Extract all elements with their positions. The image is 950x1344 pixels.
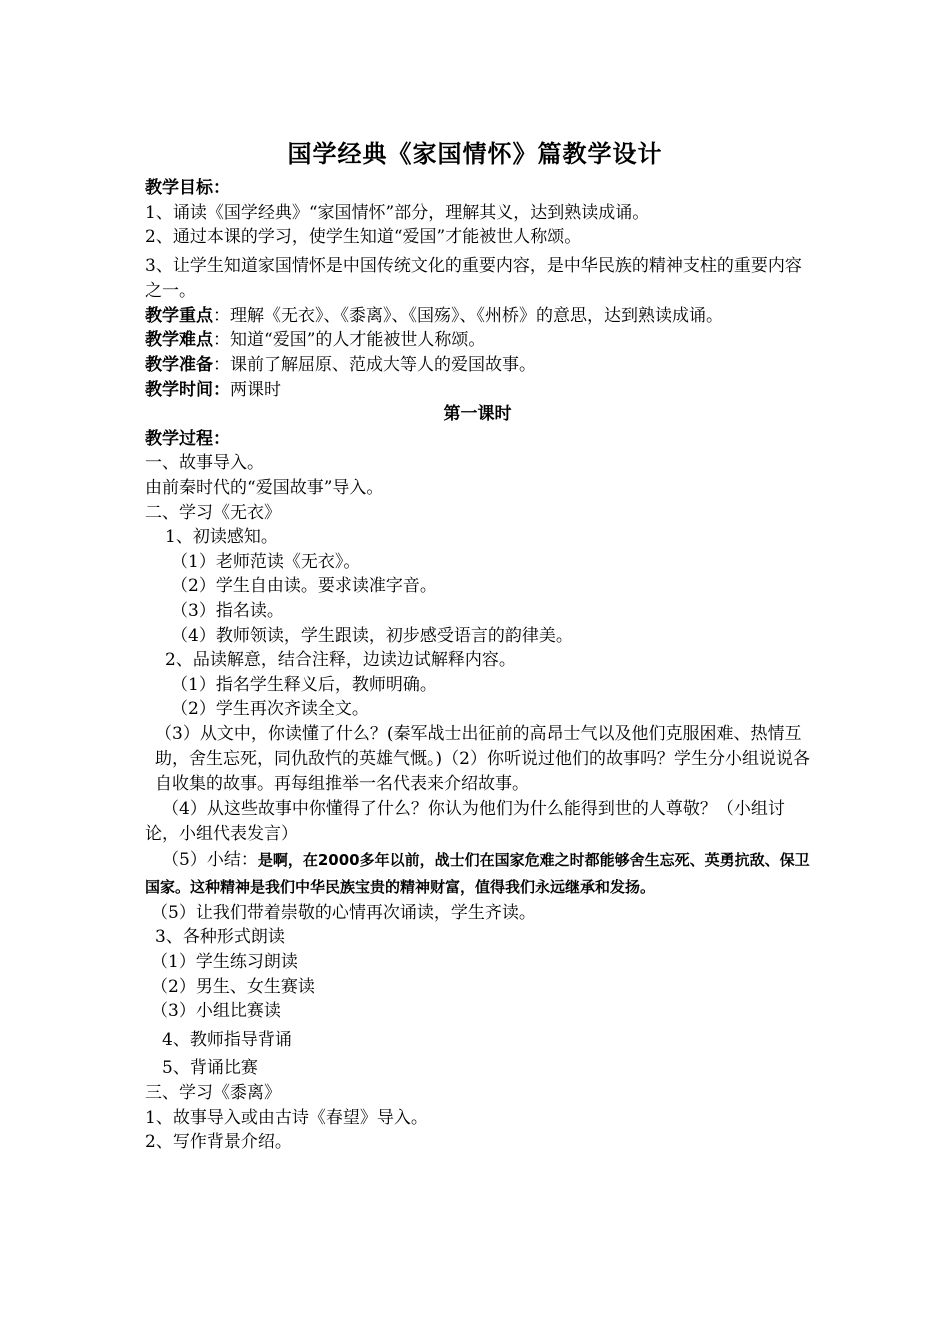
time-label: 教学时间：: [145, 379, 230, 400]
summary: [145, 847, 810, 901]
lesson-heading: 第一课时: [443, 404, 512, 425]
list-item: 2、写作背景介绍。: [145, 1132, 292, 1153]
reread: （5）让我们带着崇敬的心情再次诵读，学生齐读。: [151, 902, 536, 923]
question-3: （3）从文中，你读懂了什么？(秦军战士出征前的高昂士气以及他们克服困难、热情互助，舍生忘死，同仇敌忾的英雄气慨。)（2）你听说过他们的故事吗？学生分小组说说各自收集的故事。再每组推举一名代表来介绍故事。: [155, 723, 810, 794]
list-item: （2）男生、女生赛读: [151, 976, 315, 997]
section-2-title: 二、学习《无衣》: [145, 502, 281, 523]
prep-text: ：课前了解屈原、范成大等人的爱国故事。: [213, 354, 536, 375]
time-text: 两课时: [230, 379, 281, 400]
process-heading: 教学过程：: [145, 428, 230, 449]
list-item: （1）学生练习朗读: [151, 952, 298, 973]
list-item: 1、故事导入或由古诗《春望》导入。: [145, 1107, 428, 1128]
key-point: [145, 304, 810, 329]
list-item: （1）指名学生释义后，教师明确。: [171, 674, 437, 695]
preparation: [145, 353, 810, 378]
key-point-label: 教学重点: [145, 305, 213, 326]
difficulty-label: 教学难点: [145, 330, 213, 351]
section-1-text: 由前秦时代的“爱国故事”导入。: [145, 477, 384, 498]
teaching-time: [145, 378, 810, 403]
section-2-part-4: 4、教师指导背诵: [162, 1029, 292, 1050]
question-4: （4）从这些故事中你懂得了什么？你认为他们为什么能得到世的人尊敬？（小组讨论，小组代表发言）: [145, 798, 785, 844]
prep-label: 教学准备: [145, 354, 213, 375]
objective-3: 3、让学生知道家国情怀是中国传统文化的重要内容，是中华民族的精神支柱的重要内容之一。: [145, 255, 802, 301]
list-item: （2）学生再次齐读全文。: [171, 699, 369, 720]
objective-1: 1、诵读《国学经典》“家国情怀”部分，理解其义，达到熟读成诵。: [145, 202, 650, 223]
objectives-heading: 教学目标：: [145, 178, 230, 198]
difficulty: [145, 328, 810, 353]
section-3-title: 三、学习《黍离》: [145, 1083, 281, 1104]
summary-text: 是啊，在2000多年以前，战士们在国家危难之时都能够舍生忘死、英勇抗敌、保卫国家。这种精神是我们中华民族宝贵的精神财富，值得我们永远继承和发扬。: [145, 850, 810, 896]
list-item: （2）学生自由读。要求读准字音。: [171, 576, 437, 597]
list-item: （4）教师领读，学生跟读，初步感受语言的韵律美。: [171, 625, 573, 646]
document-title: 国学经典《家国情怀》篇教学设计: [287, 140, 663, 168]
section-2-part-5: 5、背诵比赛: [162, 1058, 258, 1079]
key-point-text: ：理解《无衣》、《黍离》、《国殇》、《州桥》的意思，达到熟读成诵。: [213, 305, 723, 326]
list-item: （3）指名读。: [171, 600, 284, 621]
difficulty-text: ：知道“爱国”的人才能被世人称颂。: [213, 330, 486, 351]
section-2-part-3: 3、各种形式朗读: [155, 927, 285, 948]
document-body: [145, 176, 810, 1155]
summary-label: （5）小结：: [162, 849, 258, 870]
list-item: （1）老师范读《无衣》。: [171, 551, 361, 572]
section-2-part-1: 1、初读感知。: [165, 527, 278, 548]
section-1-title: 一、故事导入。: [145, 453, 264, 474]
list-item: （3）小组比赛读: [151, 1001, 281, 1022]
section-2-part-2: 2、品读解意，结合注释，边读边试解释内容。: [165, 650, 516, 671]
objective-2: 2、通过本课的学习，使学生知道“爱国”才能被世人称颂。: [145, 227, 582, 248]
